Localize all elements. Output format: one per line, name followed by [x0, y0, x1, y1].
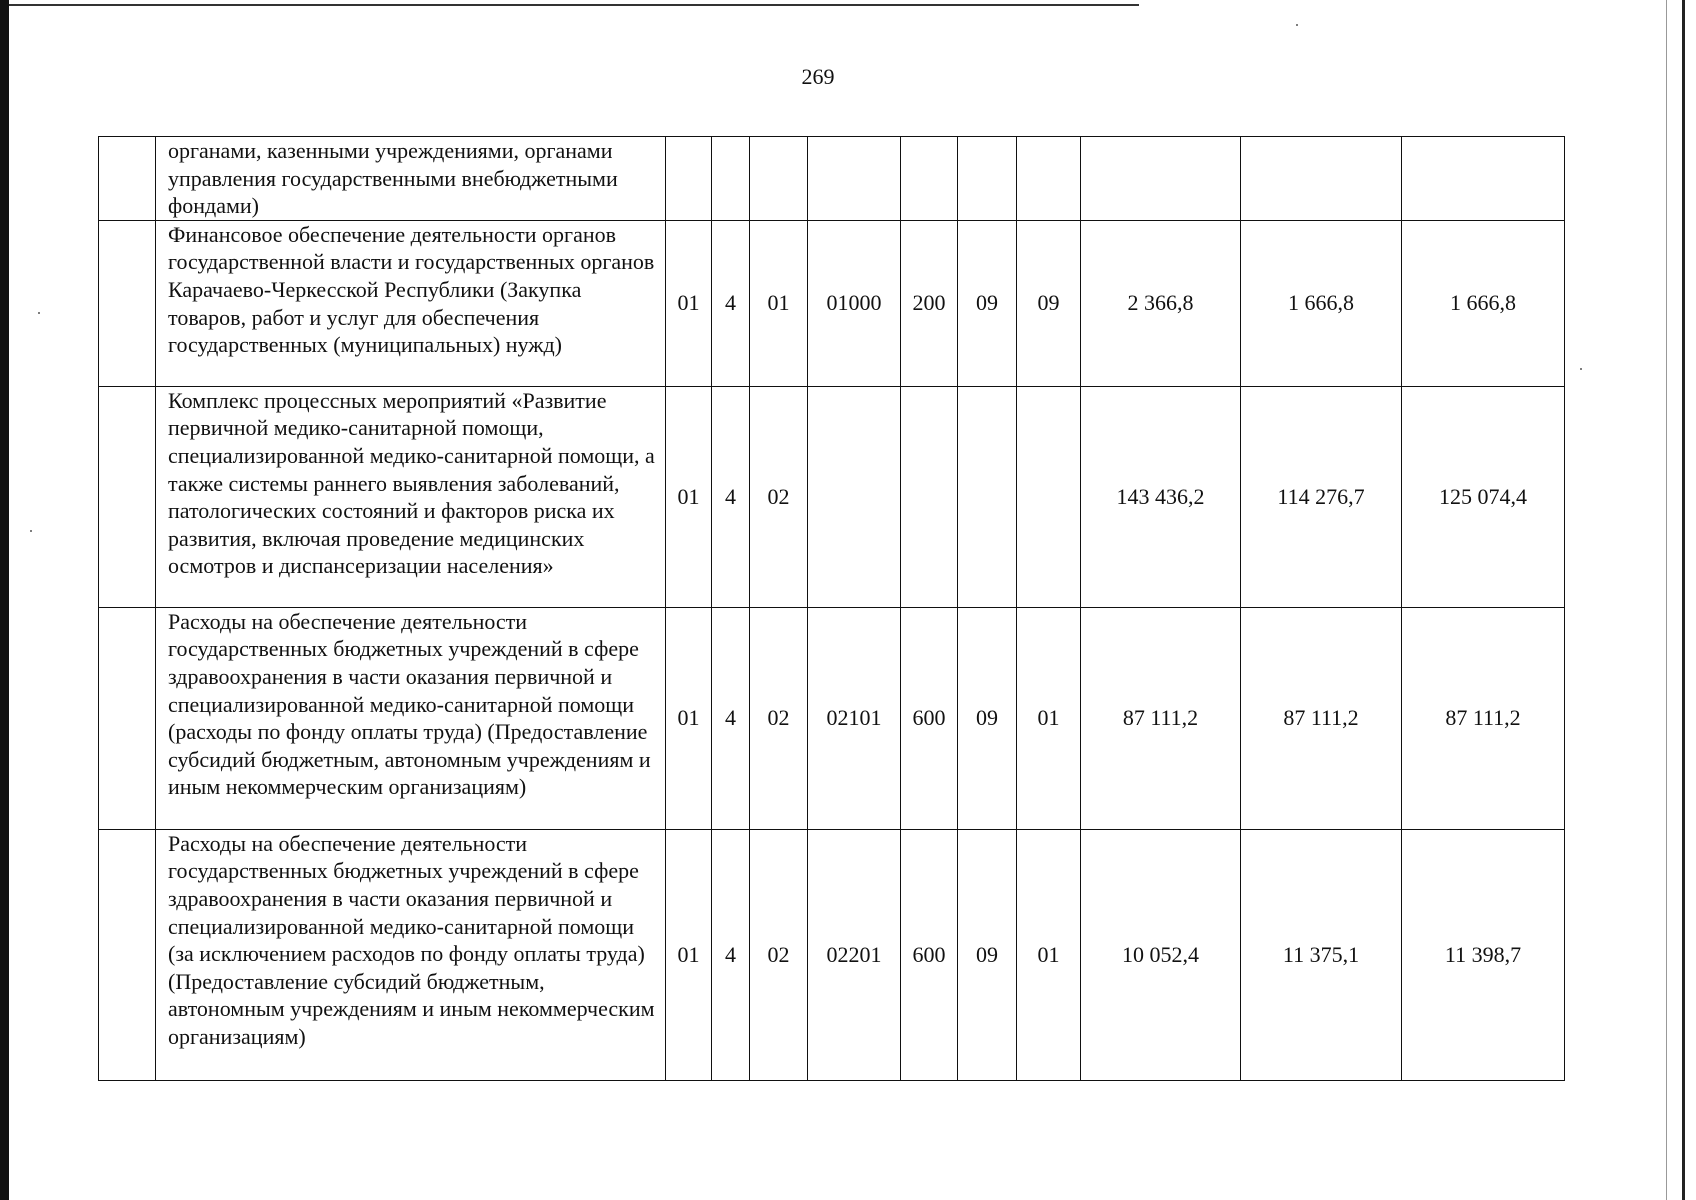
page-number: 269 — [801, 64, 835, 89]
table-row — [99, 220, 1565, 386]
scan-edge-top — [9, 4, 1139, 6]
table-row — [99, 386, 1565, 607]
index-cell — [99, 829, 156, 1080]
amount-cell: 87 111,2 — [1402, 607, 1565, 829]
amount-cell — [1081, 137, 1241, 221]
code-cell: 01 — [1017, 829, 1081, 1080]
amount-cell: 1 666,8 — [1402, 220, 1565, 386]
amount-cell: 11 375,1 — [1241, 829, 1402, 1080]
row-name: Расходы на обеспечение деятельности государственных бюджетных учреждений в сфере здравоохранения в части оказания первичной и специализированной медико-санитарной помощи (за исключением расходов по фонду оплаты труда) (Предоставление субсидий бюджетным, автономным учреждениям и иным некоммерческим организациям) — [156, 829, 666, 1080]
table-row — [99, 829, 1565, 1080]
row-name: Комплекс процессных мероприятий «Развитие первичной медико-санитарной помощи, специализированной медико-санитарной помощи, а также системы раннего выявления заболеваний, патологических состояний и факторов риска их развития, включая проведение медицинских осмотров и диспансеризации населения» — [156, 386, 666, 607]
code-cell — [808, 386, 901, 607]
scan-edge-left — [0, 0, 9, 1200]
code-cell: 01 — [666, 607, 712, 829]
amount-cell: 125 074,4 — [1402, 386, 1565, 607]
scan-edge-right-thin — [1666, 0, 1667, 1200]
amount-cell: 11 398,7 — [1402, 829, 1565, 1080]
table-row — [99, 137, 1565, 221]
code-cell: 4 — [712, 386, 750, 607]
code-cell: 200 — [901, 220, 958, 386]
code-cell: 09 — [958, 607, 1017, 829]
amount-cell: 143 436,2 — [1081, 386, 1241, 607]
scan-speck — [38, 312, 40, 314]
amount-cell: 10 052,4 — [1081, 829, 1241, 1080]
code-cell — [1017, 137, 1081, 221]
code-cell — [808, 137, 901, 221]
code-cell: 01 — [750, 220, 808, 386]
code-cell — [958, 386, 1017, 607]
code-cell: 01000 — [808, 220, 901, 386]
row-name: органами, казенными учреждениями, органами управления государственными внебюджетными фондами) — [156, 137, 666, 221]
amount-cell: 2 366,8 — [1081, 220, 1241, 386]
code-cell — [712, 137, 750, 221]
code-cell: 02101 — [808, 607, 901, 829]
code-cell: 09 — [1017, 220, 1081, 386]
table-row — [99, 607, 1565, 829]
code-cell: 09 — [958, 220, 1017, 386]
code-cell: 01 — [666, 829, 712, 1080]
code-cell: 02 — [750, 829, 808, 1080]
scan-speck — [1580, 368, 1582, 370]
code-cell — [901, 137, 958, 221]
amount-cell: 87 111,2 — [1081, 607, 1241, 829]
code-cell: 02 — [750, 607, 808, 829]
code-cell: 4 — [712, 220, 750, 386]
index-cell — [99, 137, 156, 221]
code-cell — [750, 137, 808, 221]
budget-table — [98, 136, 1565, 1081]
scan-speck — [1296, 24, 1298, 26]
index-cell — [99, 607, 156, 829]
code-cell — [666, 137, 712, 221]
row-name: Финансовое обеспечение деятельности органов государственной власти и государственных органов Карачаево-Черкесской Республики (Закупка товаров, работ и услуг для обеспечения государственных (муниципальных) нужд) — [156, 220, 666, 386]
code-cell: 600 — [901, 829, 958, 1080]
code-cell: 4 — [712, 829, 750, 1080]
code-cell: 02 — [750, 386, 808, 607]
code-cell — [901, 386, 958, 607]
scan-edge-right — [1682, 0, 1685, 1200]
index-cell — [99, 220, 156, 386]
code-cell: 02201 — [808, 829, 901, 1080]
code-cell: 01 — [666, 220, 712, 386]
amount-cell: 114 276,7 — [1241, 386, 1402, 607]
amount-cell — [1241, 137, 1402, 221]
code-cell: 600 — [901, 607, 958, 829]
code-cell: 09 — [958, 829, 1017, 1080]
scan-speck — [30, 530, 32, 532]
code-cell: 4 — [712, 607, 750, 829]
amount-cell: 1 666,8 — [1241, 220, 1402, 386]
amount-cell — [1402, 137, 1565, 221]
amount-cell: 87 111,2 — [1241, 607, 1402, 829]
code-cell — [958, 137, 1017, 221]
code-cell: 01 — [666, 386, 712, 607]
code-cell: 01 — [1017, 607, 1081, 829]
row-name: Расходы на обеспечение деятельности государственных бюджетных учреждений в сфере здравоохранения в части оказания первичной и специализированной медико-санитарной помощи (расходы по фонду оплаты труда) (Предоставление субсидий бюджетным, автономным учреждениям и иным некоммерческим организациям) — [156, 607, 666, 829]
code-cell — [1017, 386, 1081, 607]
index-cell — [99, 386, 156, 607]
